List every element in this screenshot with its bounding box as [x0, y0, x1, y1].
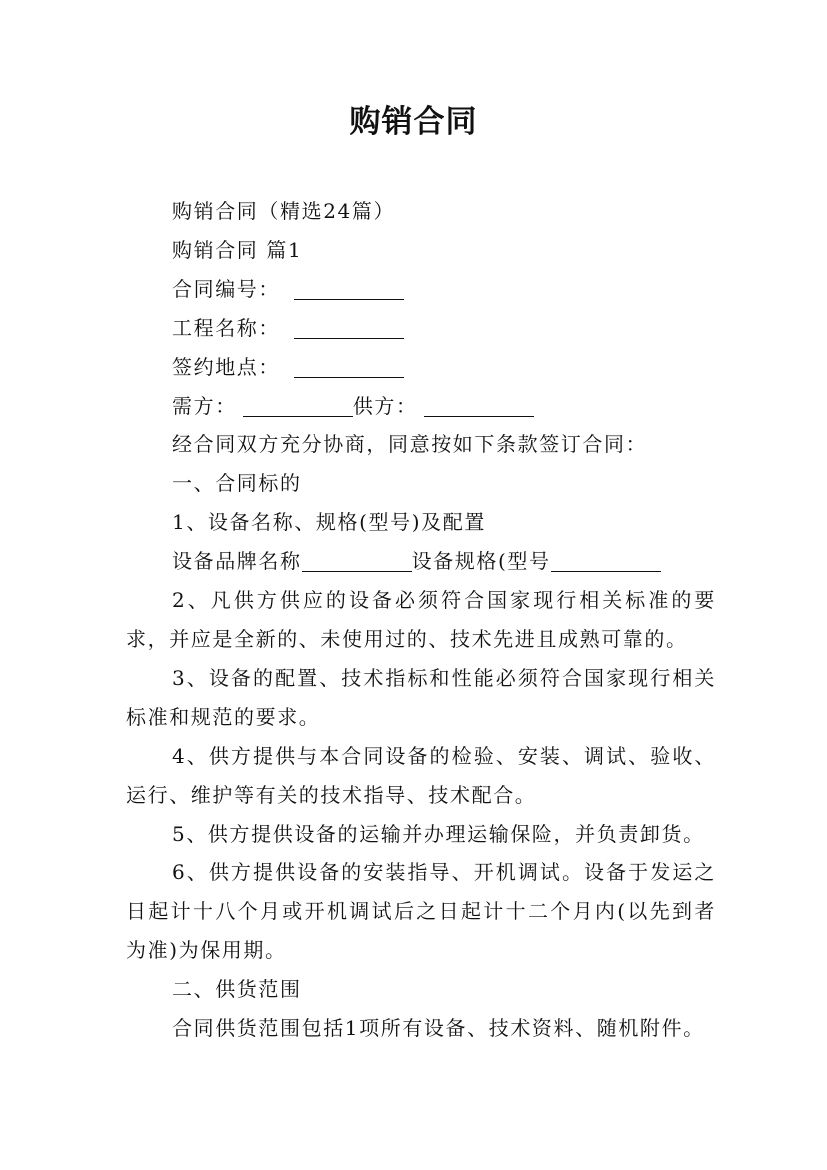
parties-line — [126, 387, 716, 426]
section2-title: 二、供货范围 — [172, 977, 302, 1002]
spec-label: 设备规格(型号 — [411, 549, 551, 574]
seller-blank — [424, 394, 534, 417]
item6-paragraph: 6、供方提供设备的安装指导、开机调试。设备于发运之日起计十八个月或开机调试后之日起计十二个月内(以先到者为准)为保用期。 — [126, 860, 716, 963]
item2-paragraph: 2、凡供方供应的设备必须符合国家现行相关标准的要求，并应是全新的、未使用过的、技术先进且成熟可靠的。 — [126, 588, 716, 651]
buyer-blank — [243, 394, 353, 417]
document-body — [126, 192, 716, 1048]
buyer-label: 需方： — [172, 393, 237, 418]
spec-blank — [551, 549, 661, 572]
project-name-blank — [294, 316, 404, 339]
sign-place-label: 签约地点： — [172, 354, 280, 379]
item5-paragraph: 5、供方提供设备的运输并办理运输保险，并负责卸货。 — [172, 821, 705, 846]
brand-label: 设备品牌名称 — [172, 549, 302, 574]
sign-place-line — [126, 348, 716, 387]
brand-blank — [302, 549, 412, 572]
contract-number-label: 合同编号： — [172, 276, 280, 301]
seller-label: 供方： — [352, 393, 418, 418]
contract-number-line — [126, 270, 716, 309]
project-name-line — [126, 309, 716, 348]
contract-number-blank — [294, 277, 404, 300]
project-name-label: 工程名称： — [172, 315, 280, 340]
section1-title: 一、合同标的 — [172, 471, 302, 496]
supply-scope-paragraph: 合同供货范围包括1项所有设备、技术资料、随机附件。 — [172, 1016, 705, 1041]
item1-title: 1、设备名称、规格(型号)及配置 — [172, 510, 486, 535]
item3-paragraph: 3、设备的配置、技术指标和性能必须符合国家现行相关标准和规范的要求。 — [126, 665, 716, 729]
sign-place-blank — [294, 355, 404, 378]
document-title: 购销合同 — [349, 104, 478, 140]
document-subtitle: 购销合同（精选24篇） — [172, 199, 396, 223]
section-heading: 购销合同 篇1 — [172, 237, 303, 262]
intro-paragraph: 经合同双方充分协商，同意按如下条款签订合同： — [172, 432, 648, 457]
brand-spec-line — [126, 542, 716, 581]
item4-paragraph: 4、供方提供与本合同设备的检验、安装、调试、验收、运行、维护等有关的技术指导、技术配合。 — [126, 743, 716, 807]
